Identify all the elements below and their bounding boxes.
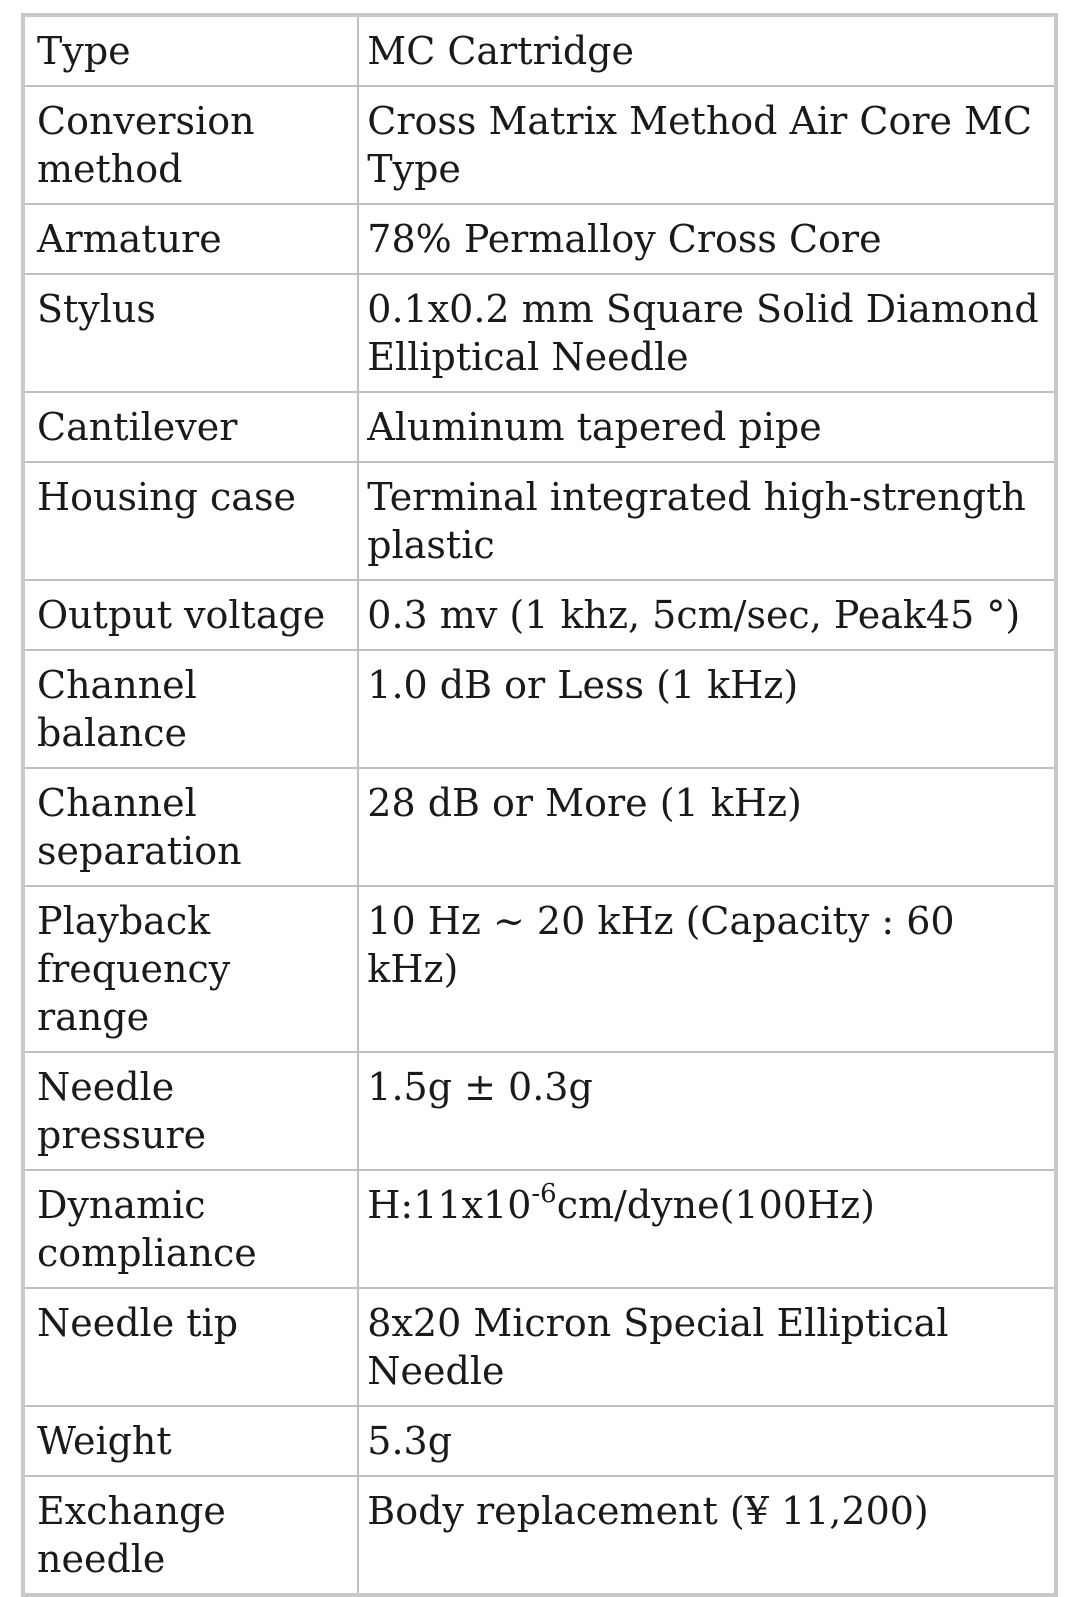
table-row	[23, 1288, 1056, 1406]
spec-label-output-voltage: Output voltage	[23, 580, 358, 650]
spec-value-playback-frequency-range: 10 Hz ~ 20 kHz (Capacity : 60 kHz)	[358, 886, 1056, 1052]
spec-table	[21, 13, 1058, 1597]
spec-label-channel-balance: Channel balance	[23, 650, 358, 768]
spec-label-stylus: Stylus	[23, 274, 358, 392]
spec-value-output-voltage: 0.3 mv (1 khz, 5cm/sec, Peak45 °)	[358, 580, 1056, 650]
spec-value-stylus: 0.1x0.2 mm Square Solid Diamond Elliptical Needle	[358, 274, 1056, 392]
compliance-exponent: -6	[531, 1179, 557, 1210]
table-row	[23, 1170, 1056, 1288]
spec-value-channel-separation: 28 dB or More (1 kHz)	[358, 768, 1056, 886]
table-row	[23, 1406, 1056, 1476]
compliance-base: H:11x10	[367, 1183, 532, 1227]
spec-label-needle-pressure: Needle pressure	[23, 1052, 358, 1170]
spec-value-exchange-needle: Body replacement (¥ 11,200)	[358, 1476, 1056, 1595]
table-row	[23, 462, 1056, 580]
spec-value-channel-balance: 1.0 dB or Less (1 kHz)	[358, 650, 1056, 768]
spec-label-needle-tip: Needle tip	[23, 1288, 358, 1406]
spec-label-weight: Weight	[23, 1406, 358, 1476]
table-row	[23, 1052, 1056, 1170]
table-row	[23, 650, 1056, 768]
spec-label-cantilever: Cantilever	[23, 392, 358, 462]
spec-value-type: MC Cartridge	[358, 15, 1056, 86]
table-row	[23, 1476, 1056, 1595]
spec-value-needle-pressure: 1.5g ± 0.3g	[358, 1052, 1056, 1170]
table-row	[23, 274, 1056, 392]
spec-label-armature: Armature	[23, 204, 358, 274]
spec-label-playback-frequency-range: Playback frequency range	[23, 886, 358, 1052]
spec-label-dynamic-compliance: Dynamic compliance	[23, 1170, 358, 1288]
spec-value-dynamic-compliance	[358, 1170, 1056, 1288]
spec-value-needle-tip: 8x20 Micron Special Elliptical Needle	[358, 1288, 1056, 1406]
spec-value-armature: 78% Permalloy Cross Core	[358, 204, 1056, 274]
spec-value-housing-case: Terminal integrated high-strength plastic	[358, 462, 1056, 580]
table-row	[23, 86, 1056, 204]
table-row	[23, 580, 1056, 650]
spec-value-weight: 5.3g	[358, 1406, 1056, 1476]
spec-label-exchange-needle: Exchange needle	[23, 1476, 358, 1595]
table-row	[23, 392, 1056, 462]
spec-label-channel-separation: Channel separation	[23, 768, 358, 886]
compliance-unit: cm/dyne(100Hz)	[556, 1183, 875, 1227]
table-row	[23, 768, 1056, 886]
spec-label-conversion-method: Conversion method	[23, 86, 358, 204]
spec-value-conversion-method: Cross Matrix Method Air Core MC Type	[358, 86, 1056, 204]
table-row	[23, 886, 1056, 1052]
spec-label-type: Type	[23, 15, 358, 86]
table-row	[23, 15, 1056, 86]
table-row	[23, 204, 1056, 274]
spec-value-cantilever: Aluminum tapered pipe	[358, 392, 1056, 462]
spec-label-housing-case: Housing case	[23, 462, 358, 580]
